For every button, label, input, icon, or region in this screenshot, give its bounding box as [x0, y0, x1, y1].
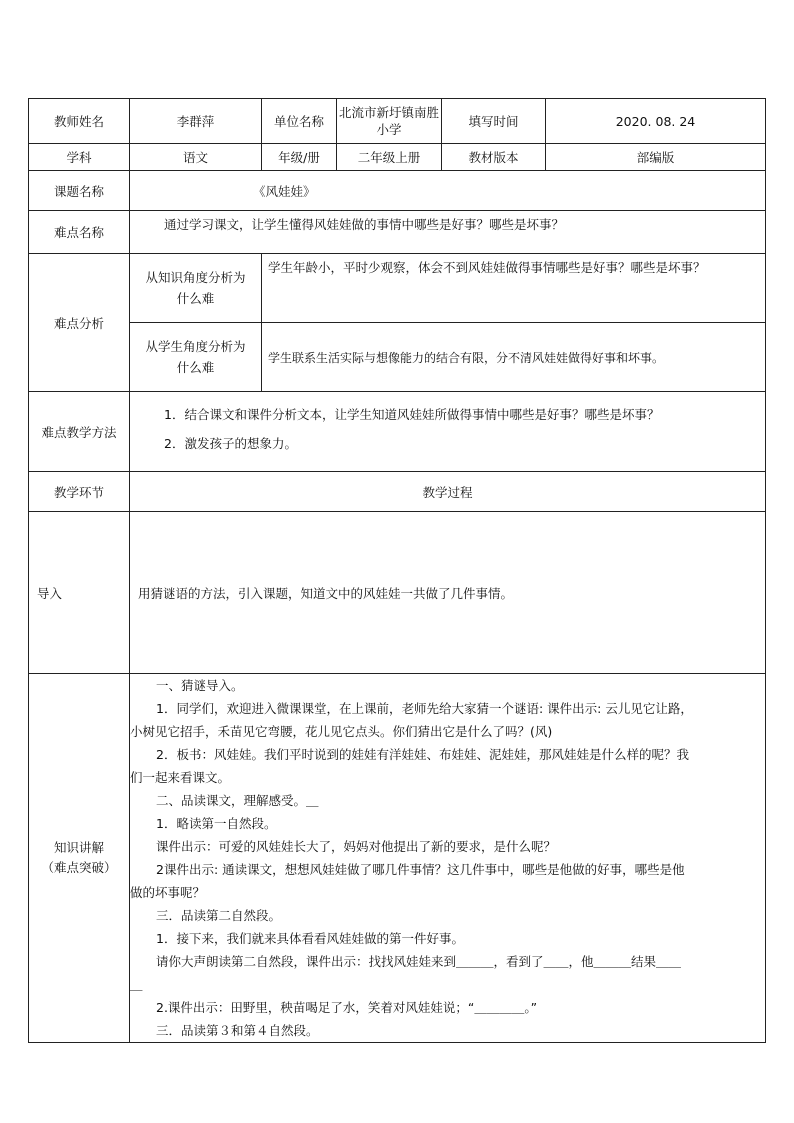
topic-row: [29, 171, 766, 211]
process-header-row: [29, 472, 766, 512]
lesson-plan-table: [28, 98, 766, 1043]
knowledge-line: 一、猜谜导入。: [156, 678, 244, 693]
intro-label: 导入: [29, 512, 130, 674]
unit-name-label: 单位名称: [262, 99, 337, 144]
intro-row: [29, 512, 766, 674]
method-item-1: 1．结合课文和课件分析文本，让学生知道风娃娃所做得事情中哪些是好事？哪些是坏事？: [164, 407, 660, 422]
knowledge-line: 小树见它招手，禾苗见它弯腰，花儿见它点头。你们猜出它是什么了吗？(风): [130, 724, 553, 739]
student-angle-line-1: 从学生角度分析为: [145, 339, 246, 354]
intro-text: 用猜谜语的方法，引入课题，知道文中的风娃娃一共做了几件事情。: [138, 585, 514, 601]
knowledge-row: [29, 674, 766, 1043]
methods-row: [29, 392, 766, 472]
info-row-1: [29, 99, 766, 144]
difficulty-value: [130, 211, 766, 254]
knowledge-line: 课件出示：可爱的风娃娃长大了，妈妈对他提出了新的要求，是什么呢？: [156, 839, 557, 854]
analysis-label: 难点分析: [29, 254, 130, 392]
knowledge-angle-line-2: 什么难: [176, 291, 215, 306]
knowledge-line: 做的坏事呢？: [130, 885, 206, 900]
knowledge-line: ＿: [130, 977, 143, 992]
knowledge-angle-line-1: 从知识角度分析为: [145, 270, 246, 285]
knowledge-angle-value: [262, 254, 766, 323]
edition-label: 教材版本: [442, 144, 546, 171]
unit-name-line-2: 小学: [376, 122, 402, 137]
analysis-knowledge-row: [29, 254, 766, 323]
knowledge-content: [130, 674, 766, 1043]
difficulty-text: 通过学习课文，让学生懂得风娃娃做的事情中哪些是好事？哪些是坏事？: [164, 217, 565, 232]
teacher-name-label: 教师姓名: [29, 99, 130, 144]
knowledge-line: 2.课件出示：田野里，秧苗喝足了水，笑着对风娃娃说；“＿＿＿＿。”: [156, 1000, 538, 1015]
knowledge-angle-label: [130, 254, 262, 323]
intro-value: [130, 512, 766, 674]
knowledge-line: 三．品读第二自然段。: [156, 908, 282, 923]
knowledge-line: 1．接下来，我们就来具体看看风娃娃做的第一件好事。: [156, 931, 464, 946]
fill-time-label: 填写时间: [442, 99, 546, 144]
knowledge-line: 2．板书：风娃娃。我们平时说到的娃娃有洋娃娃、布娃娃、泥娃娃，那风娃娃是什么样的呢？我: [156, 747, 689, 762]
edition-value: 部编版: [546, 144, 766, 171]
unit-name-value: [337, 99, 442, 144]
student-angle-label: [130, 323, 262, 392]
knowledge-line: 二、品读课文，理解感受。＿: [156, 793, 319, 808]
knowledge-label-line-2: （难点突破）: [41, 860, 117, 875]
knowledge-angle-text: 学生年龄小，平时少观察，体会不到风娃娃做得事情哪些是好事？哪些是坏事？: [268, 260, 706, 275]
teacher-name-value: 李群萍: [130, 99, 262, 144]
knowledge-line: 请你大声朗读第二自然段，课件出示：找找风娃娃来到＿＿＿，看到了＿＿，他＿＿＿结果＿＿: [156, 954, 682, 969]
method-item-2: 2．激发孩子的想象力。: [164, 436, 297, 451]
difficulty-label: 难点名称: [29, 211, 130, 254]
student-angle-text: 学生联系生活实际与想像能力的结合有限，分不清风娃娃做得好事和坏事。: [268, 350, 665, 365]
topic-text: 《风娃娃》: [253, 183, 316, 199]
student-angle-line-2: 什么难: [176, 360, 215, 375]
knowledge-line: 2课件出示: 通读课文，想想风娃娃做了哪几件事情？这几件事中，哪些是他做的好事，哪些是他: [156, 862, 685, 877]
analysis-student-row: [29, 323, 766, 392]
knowledge-label-line-1: 知识讲解: [53, 840, 104, 855]
methods-label: 难点教学方法: [29, 392, 130, 472]
knowledge-line: 1．同学们，欢迎进入微课课堂，在上课前，老师先给大家猜一个谜语: 课件出示: 云儿见它让路，: [156, 701, 693, 716]
topic-label: 课题名称: [29, 171, 130, 211]
student-angle-value: [262, 323, 766, 392]
teaching-step-label: 教学环节: [29, 472, 130, 512]
teaching-process-label: 教学过程: [130, 472, 766, 512]
knowledge-label: [29, 674, 130, 1043]
difficulty-row: [29, 211, 766, 254]
grade-label: 年级/册: [262, 144, 337, 171]
unit-name-line-1: 北流市新圩镇南胜: [338, 105, 439, 120]
fill-time-value: 2020. 08. 24: [546, 99, 766, 144]
knowledge-line: 三．品读第３和第４自然段。: [156, 1023, 319, 1038]
knowledge-line: 们一起来看课文。: [130, 770, 231, 785]
topic-value: [130, 171, 766, 211]
grade-value: 二年级上册: [337, 144, 442, 171]
subject-value: 语文: [130, 144, 262, 171]
methods-value: [130, 392, 766, 472]
subject-label: 学科: [29, 144, 130, 171]
info-row-2: [29, 144, 766, 171]
knowledge-line: 1．略读第一自然段。: [156, 816, 277, 831]
